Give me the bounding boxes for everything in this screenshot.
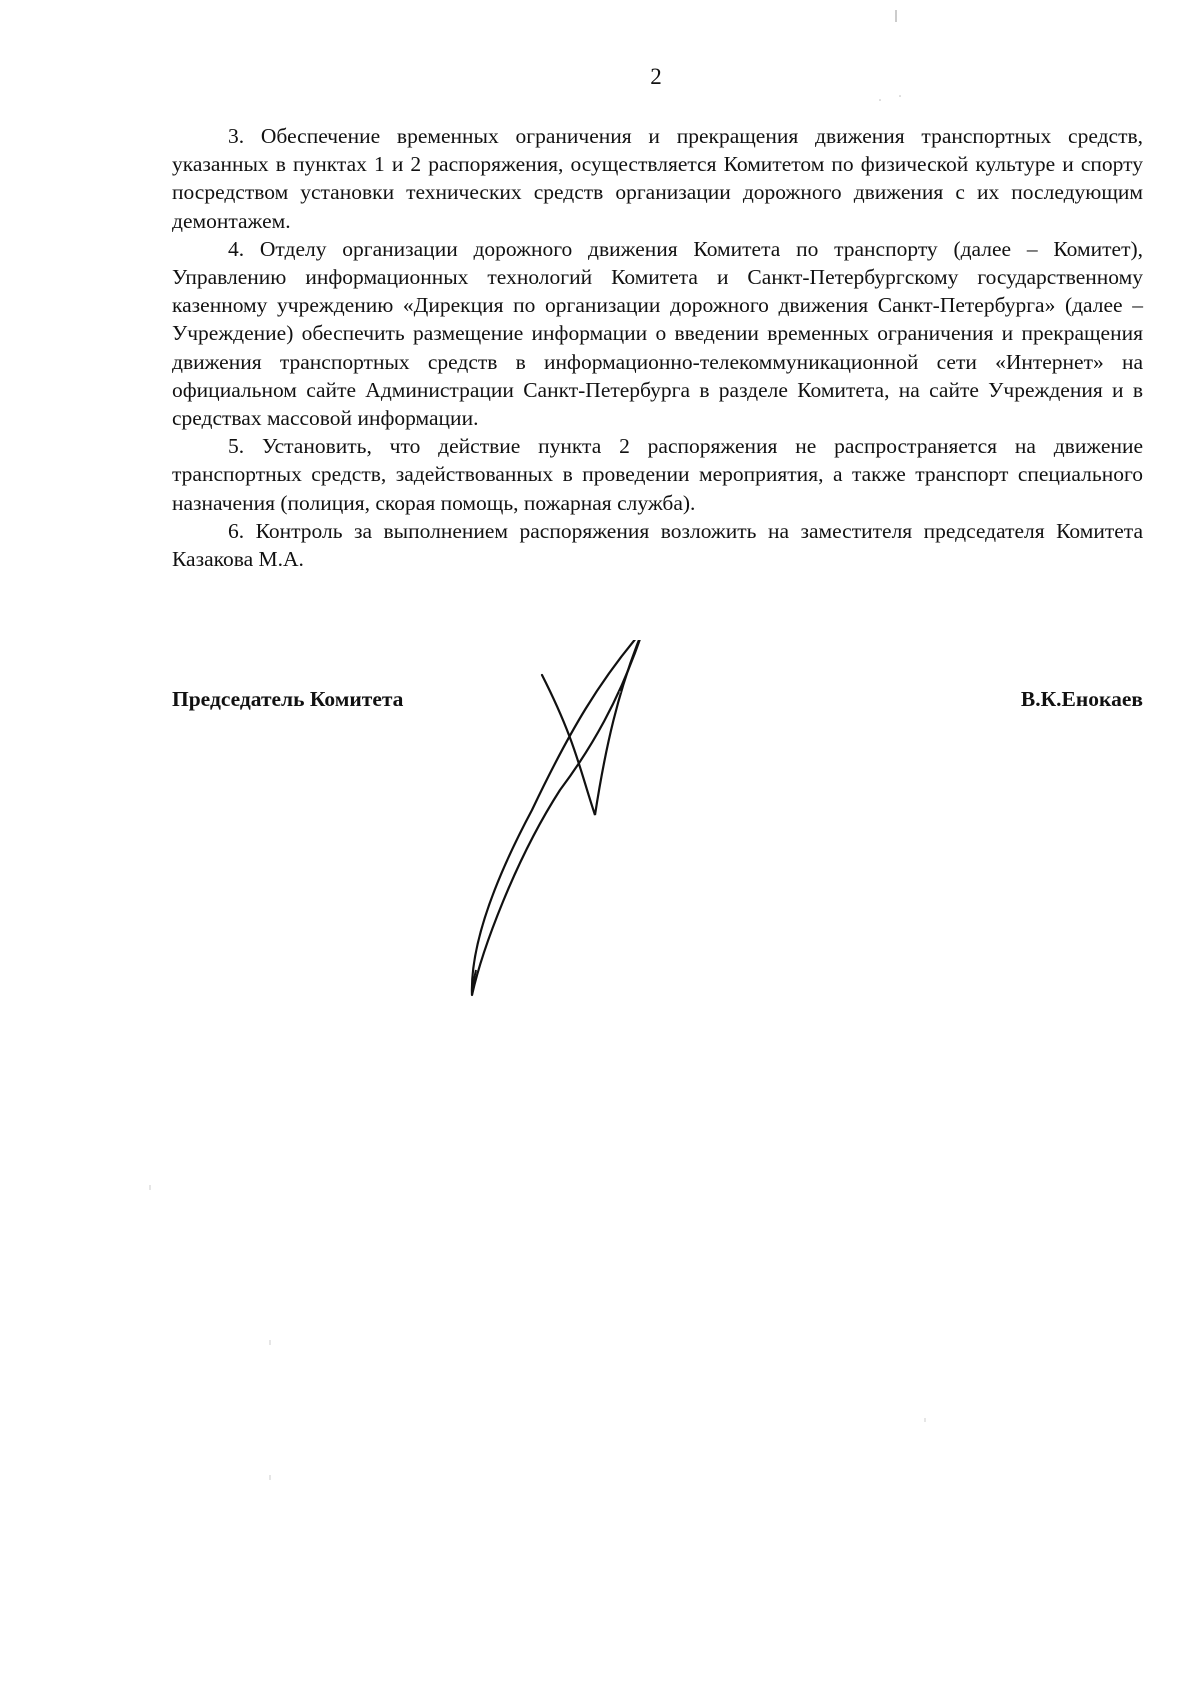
handwritten-signature [460,640,760,1090]
paragraph-5: 5. Установить, что действие пункта 2 распоряжения не распространяется на движение транспортных средств, задействованных в проведении мероприятия, а также транспорт специального назначения (полиция, скорая помощь, пожарная служба). [172,434,1143,515]
paragraph-4: 4. Отделу организации дорожного движения Комитета по транспорту (далее – Комитет), Управлению информационных технологий Комитета и Санкт-Петербургскому государственному казенному учреждению «Дирекция по организации дорожного движения Санкт-Петербурга» (далее – Учреждение) обеспечить размещение информации о введении временных ограничения и прекращения движения транспортных средств в информационно-телекоммуникационной сети «Интернет» на официальном сайте Администрации Санкт-Петербурга в разделе Комитета, на сайте Учреждения и в средствах массовой информации. [172,236,1143,431]
paragraph-3: 3. Обеспечение временных ограничения и прекращения движения транспортных средств, указанных в пунктах 1 и 2 распоряжения, осуществляется Комитетом по физической культуре и спорту посредством установки технических средств организации дорожного движения с их последующим демонтажем. [172,124,1143,233]
paragraph-6: 6. Контроль за выполнением распоряжения возложить на заместителя председателя Комитета Казакова М.А. [172,518,1143,572]
page-number: 2 [650,64,662,89]
document-body [172,122,1143,573]
signer-name: В.К.Енокаев [1020,687,1143,711]
signer-title: Председатель Комитета [172,687,404,711]
